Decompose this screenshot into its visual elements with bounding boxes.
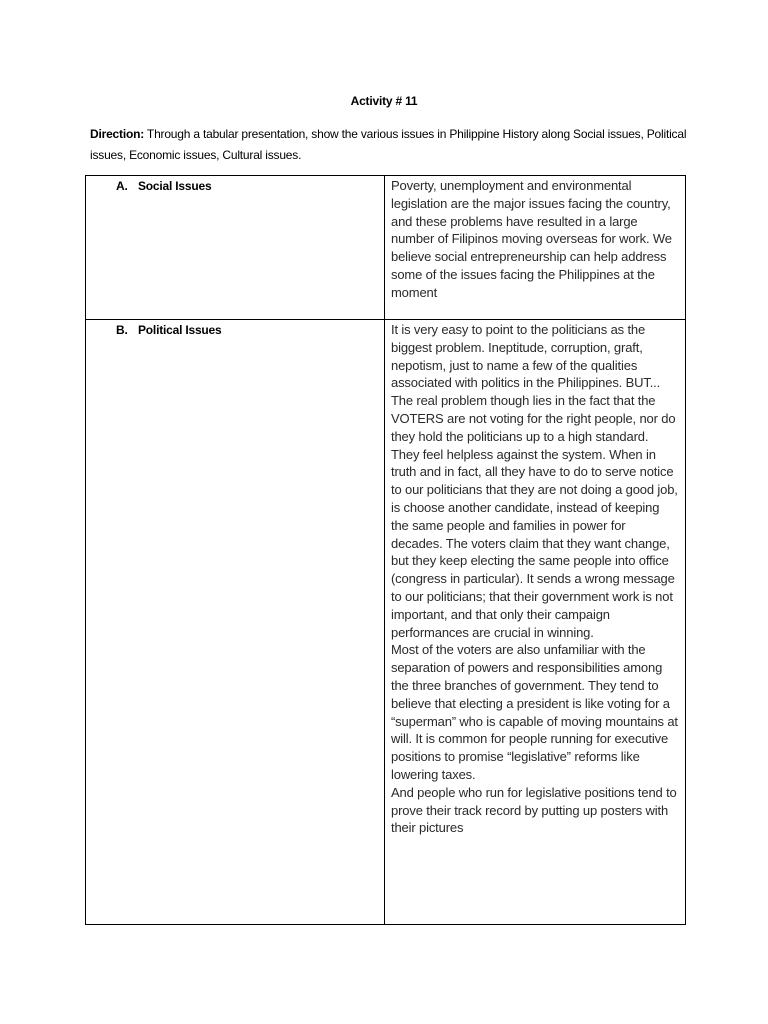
table-row-political-issues — [86, 320, 686, 925]
table-row-social-issues — [86, 176, 686, 320]
issue-paragraph: The real problem though lies in the fact that the VOTERS are not voting for the right people, nor do they hold the politicians up to a high standard. — [391, 393, 676, 444]
issue-description — [385, 176, 685, 319]
issue-description-cell — [385, 320, 686, 925]
issue-heading — [86, 179, 384, 193]
direction-paragraph — [90, 124, 690, 166]
issue-heading — [86, 323, 384, 337]
issue-heading-cell — [86, 320, 385, 925]
issue-heading-cell — [86, 176, 385, 320]
issue-heading-label: Social Issues — [138, 179, 212, 193]
direction-label: Direction: — [90, 127, 145, 141]
issue-paragraph: It is very easy to point to the politicians as the biggest problem. Ineptitude, corruption, graft, nepotism, just to name a few of the qualities associated with politics in the Philippines. BUT... — [391, 322, 661, 391]
issue-paragraph: And people who run for legislative positions tend to prove their track record by putting up posters with their pictures — [391, 784, 677, 836]
issues-table — [85, 175, 686, 925]
issue-description-cell — [385, 176, 686, 320]
direction-text: Through a tabular presentation, show the various issues in Philippine History along Social issues, Political issues, Economic issues, Cultural issues. — [90, 127, 687, 162]
issue-description — [385, 320, 685, 924]
issue-letter: B. — [116, 323, 128, 337]
issue-letter: A. — [116, 179, 128, 193]
issue-paragraph: Poverty, unemployment and environmental legislation are the major issues facing the country, and these problems have resulted in a large number of Filipinos moving overseas for work. We believe social entrepreneurship can help address some of the issues facing the Philippines at the moment — [391, 178, 672, 300]
issue-paragraph: They feel helpless against the system. When in truth and in fact, all they have to do to serve notice to our politicians that they are not doing a good job, is choose another candidate, instead of keeping the same people and families in power for decades. The voters claim that they want change, but they keep electing the same people into office (congress in particular). It sends a wrong message to our politicians; that their government work is not important, and that only their campaign performances are crucial in winning. — [391, 446, 678, 640]
issue-heading-label: Political Issues — [138, 323, 222, 337]
activity-title: Activity # 11 — [350, 94, 418, 108]
issue-paragraph: Most of the voters are also unfamiliar with the separation of powers and responsibilities among the three branches of government. They tend to believe that electing a president is like voting for a “superman” who is capable of moving mountains at will. It is common for people running for executive positions to promise “legislative” reforms like lowering taxes. — [391, 642, 678, 782]
